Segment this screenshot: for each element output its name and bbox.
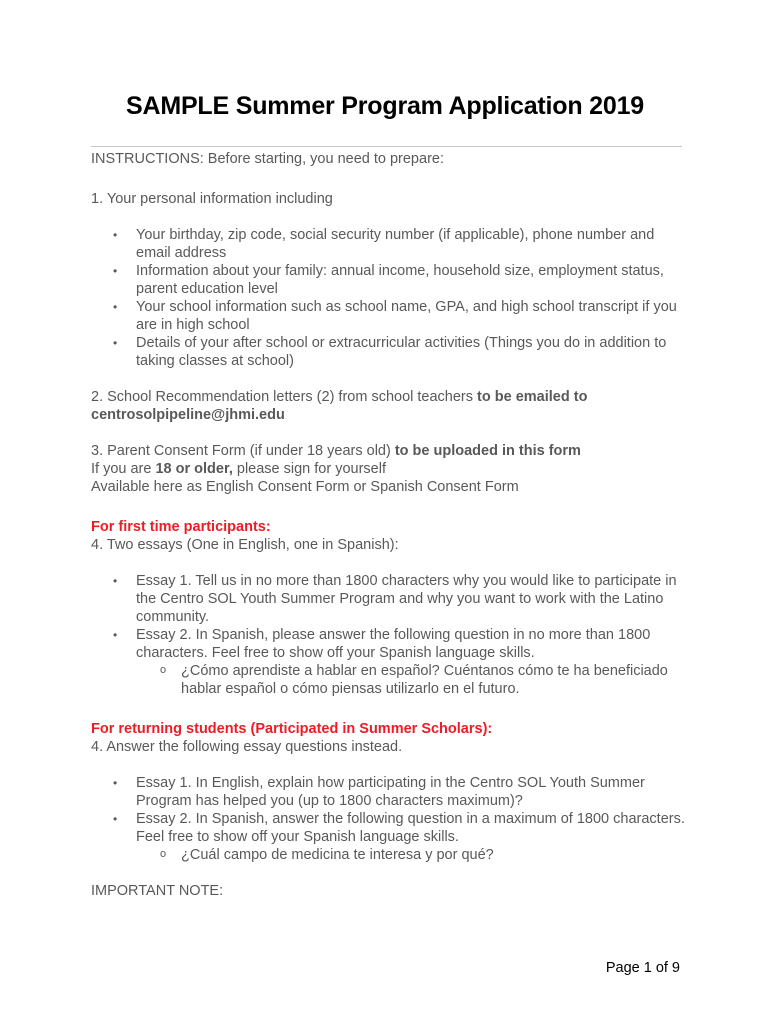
first-time-bullet-list [91, 572, 686, 698]
list-item [91, 810, 686, 864]
returning-bullet-list [91, 774, 686, 864]
instructions-text: INSTRUCTIONS: Before starting, you need to prepare: [91, 151, 444, 167]
returning-item: 4. Answer the following essay questions instead. [91, 739, 403, 755]
item3-paragraph [91, 442, 686, 496]
consent-form-links[interactable]: Available here as English Consent Form or Spanish Consent Form [91, 479, 519, 495]
item1-bullet-list [91, 226, 686, 370]
sub-list-item: o ¿Cuál campo de medicina te interesa y por qué? [136, 846, 686, 864]
item2-bold-text: to be emailed to centrosolpipeline@jhmi.edu [91, 389, 588, 423]
list-item: • Details of your after school or extracurricular activities (Things you do in addition to taking classes at school) [91, 334, 686, 370]
document-body [91, 148, 686, 900]
list-item-text: Essay 2. In Spanish, answer the following question in a maximum of 1800 characters. Feel free to show off your Spanish language skills. [136, 811, 685, 845]
item3-bold-text: to be uploaded in this form [394, 443, 581, 459]
list-item: • Essay 1. In English, explain how participating in the Centro SOL Youth Summer Program has helped you (up to 1800 characters maximum)? [91, 774, 686, 810]
page-number: Page 1 of 9 [605, 960, 680, 976]
important-note: IMPORTANT NOTE: [91, 883, 224, 899]
list-item: • Essay 1. Tell us in no more than 1800 characters why you would like to participate in the Centro SOL Youth Summer Program and why you want to work with the Latino community. [91, 572, 686, 626]
sub-list-item: o ¿Cómo aprendiste a hablar en español? Cuéntanos cómo te ha beneficiado hablar español o cómo piensas utilizarlo en el futuro. [136, 662, 686, 698]
item3-text: 3. Parent Consent Form (if under 18 years old) [91, 443, 395, 459]
returning-sub-list [136, 846, 686, 864]
list-item: • Your birthday, zip code, social security number (if applicable), phone number and email address [91, 226, 686, 262]
item3-line2-bold: 18 or older, [155, 461, 233, 477]
list-item [91, 626, 686, 698]
returning-heading: For returning students (Participated in Summer Scholars): [91, 721, 493, 737]
document-title: SAMPLE Summer Program Application 2019 [126, 92, 644, 120]
first-time-sub-list [136, 662, 686, 698]
item2-text: 2. School Recommendation letters (2) from school teachers [91, 389, 478, 405]
list-item: • Information about your family: annual income, household size, employment status, parent education level [91, 262, 686, 298]
item3-line2-pre: If you are [91, 461, 156, 477]
item2-paragraph [91, 388, 686, 424]
list-item: • Your school information such as school name, GPA, and high school transcript if you are in high school [91, 298, 686, 334]
item3-line2-post: please sign for yourself [232, 461, 386, 477]
list-item-text: Essay 2. In Spanish, please answer the following question in no more than 1800 characters. Feel free to show off your Spanish language skills. [136, 627, 651, 661]
title-divider [91, 146, 682, 147]
first-time-heading: For first time participants: [91, 519, 271, 535]
first-time-item: 4. Two essays (One in English, one in Spanish): [91, 537, 399, 553]
item1-heading: 1. Your personal information including [91, 191, 333, 207]
